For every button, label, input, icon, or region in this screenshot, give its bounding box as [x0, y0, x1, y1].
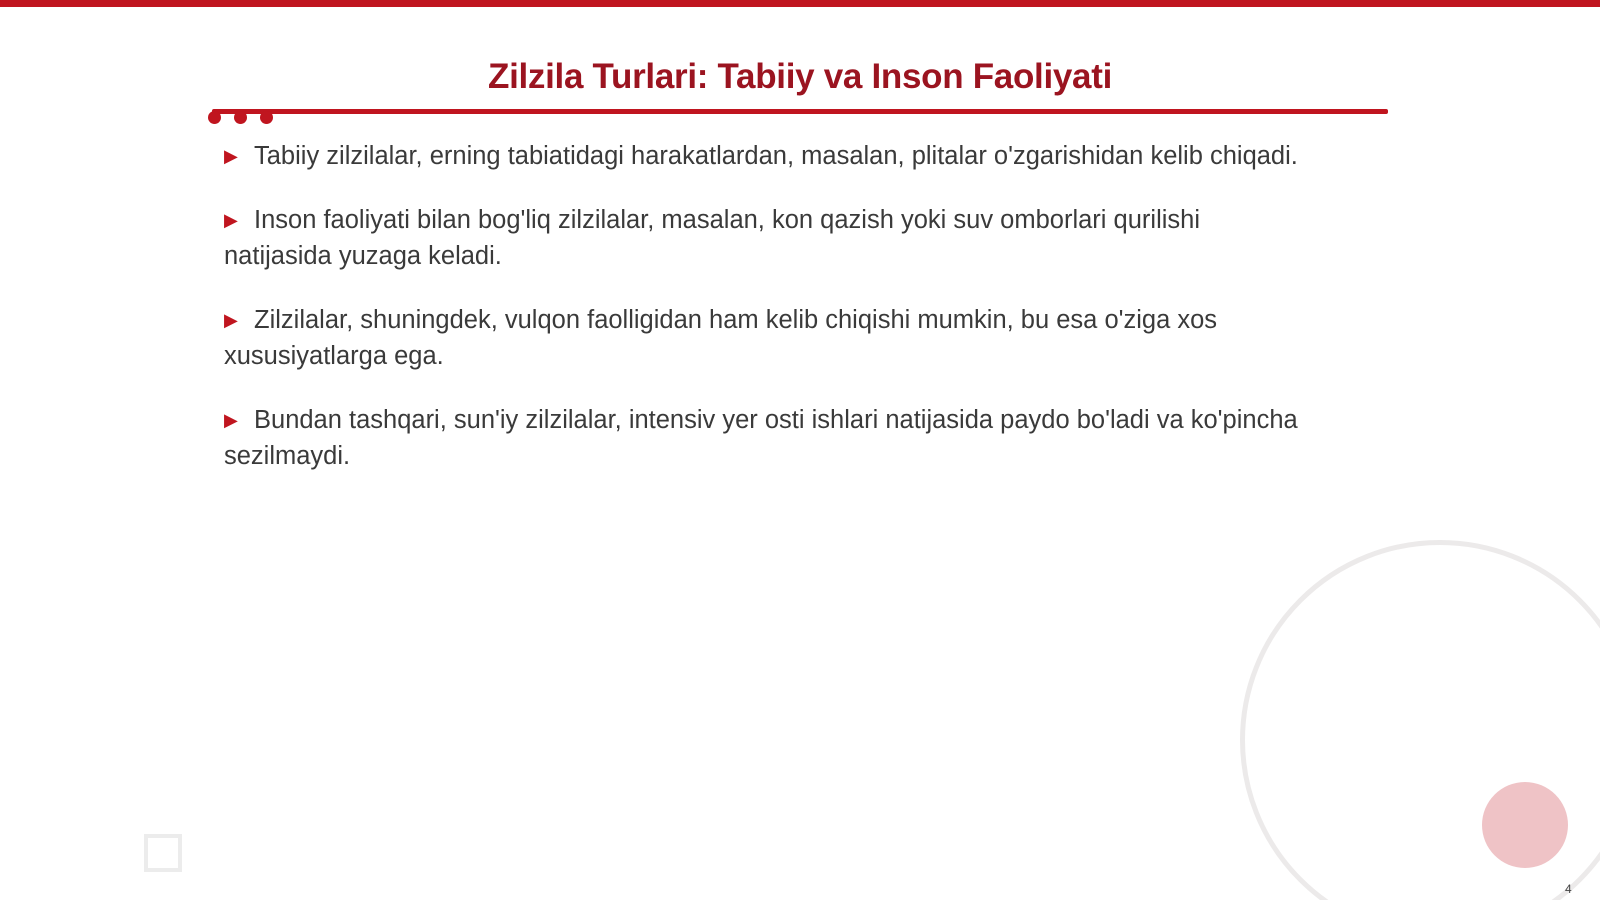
decorative-dot — [1482, 782, 1568, 868]
decorative-square — [144, 834, 182, 872]
top-accent-bar — [0, 0, 1600, 7]
underline-dot — [234, 111, 247, 124]
bullet-item — [224, 138, 1304, 174]
bullet-arrow-icon: ▶ — [224, 210, 238, 230]
bullet-item — [224, 302, 1304, 374]
bullet-item — [224, 402, 1304, 474]
bullet-list — [224, 138, 1304, 502]
slide-title: Zilzila Turlari: Tabiiy va Inson Faoliyati — [487, 57, 1112, 96]
underline-dot — [208, 111, 221, 124]
bullet-text: Bundan tashqari, sun'iy zilzilalar, intensiv yer osti ishlari natijasida paydo bo'ladi va ko'pincha sezilmaydi. — [224, 406, 1298, 470]
bullet-arrow-icon: ▶ — [224, 310, 238, 330]
bullet-arrow-icon: ▶ — [224, 146, 238, 166]
bullet-arrow-icon: ▶ — [224, 410, 238, 430]
title-underline — [212, 109, 1388, 114]
bullet-text: Zilzilalar, shuningdek, vulqon faolligidan ham kelib chiqishi mumkin, bu esa o'ziga xos xususiyatlarga ega. — [224, 306, 1218, 370]
bullet-item — [224, 202, 1304, 274]
bullet-text: Inson faoliyati bilan bog'liq zilzilalar, masalan, kon qazish yoki suv omborlari qurilishi natijasida yuzaga keladi. — [224, 206, 1200, 270]
underline-dot — [260, 111, 273, 124]
bullet-text: Tabiiy zilzilalar, erning tabiatidagi harakatlardan, masalan, plitalar o'zgarishidan kelib chiqadi. — [254, 142, 1298, 170]
page-number: 4 — [1565, 882, 1572, 896]
